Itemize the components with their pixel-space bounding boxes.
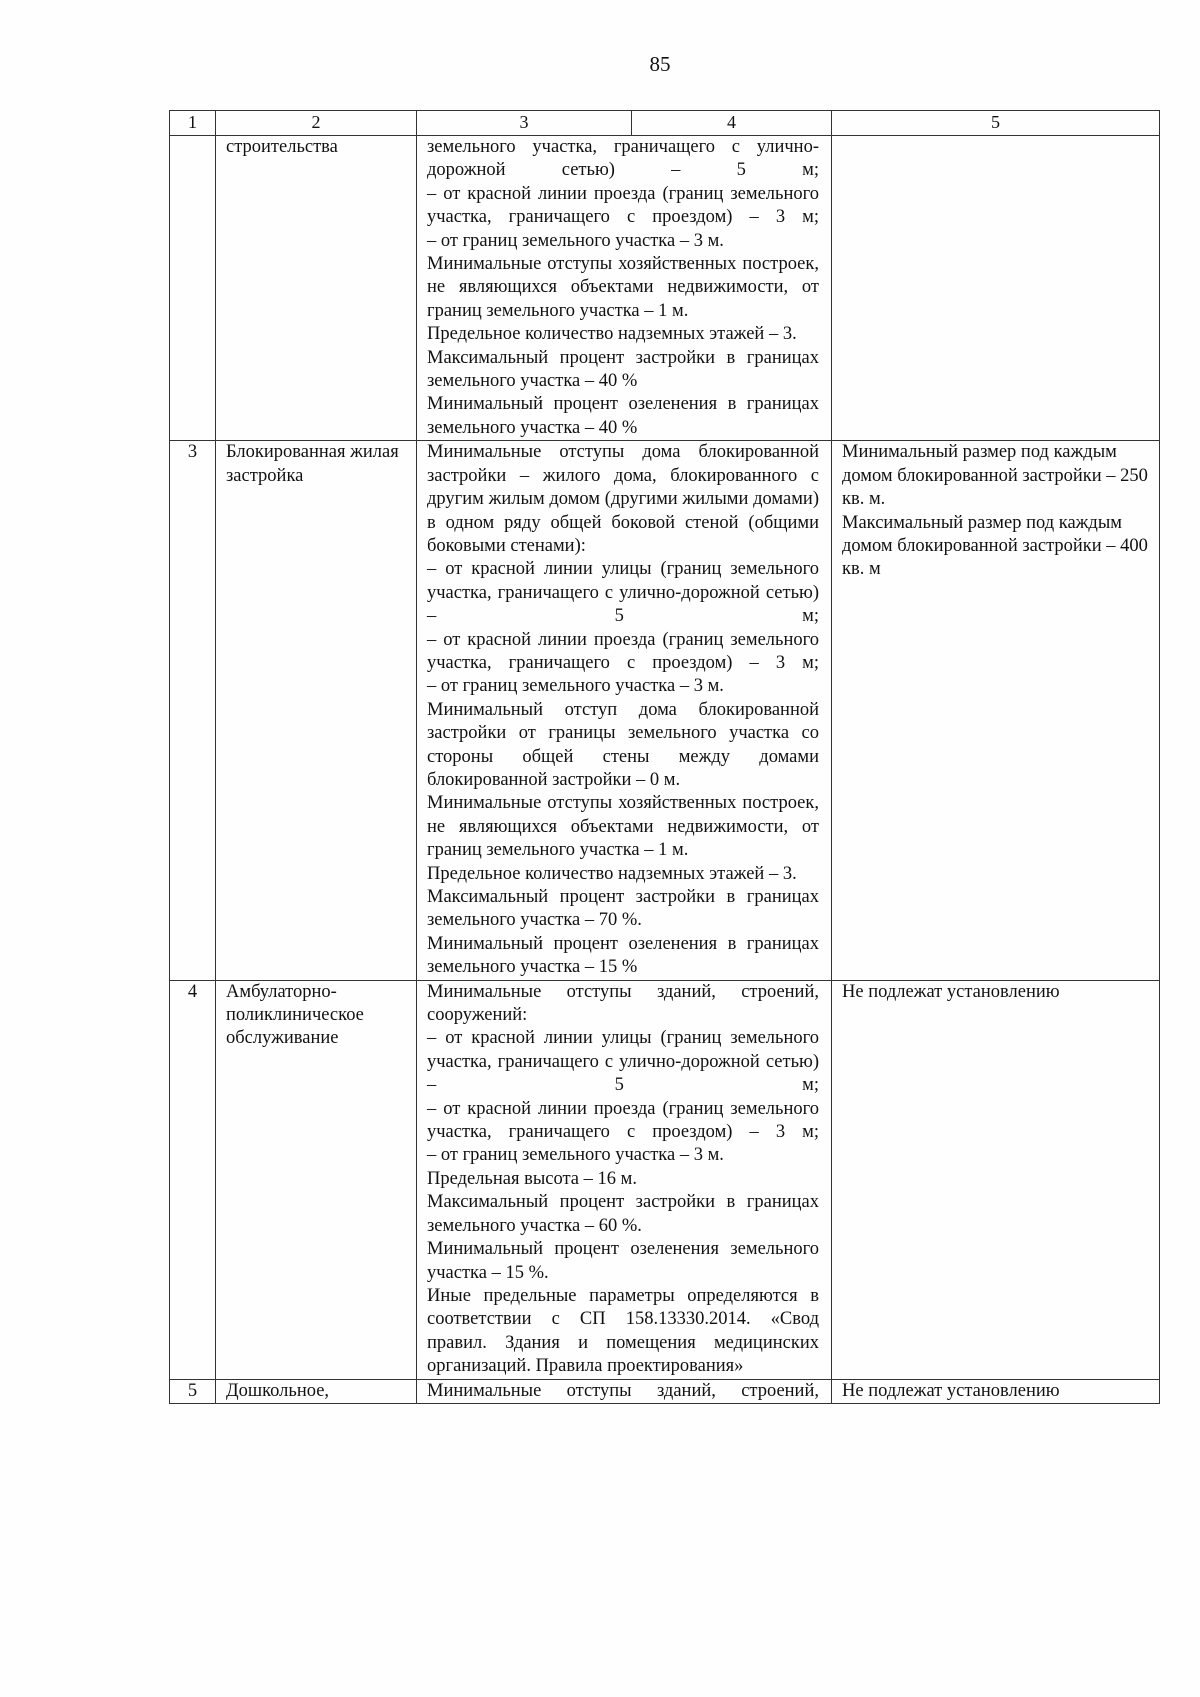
parameter-line: Минимальные отступы зданий, строений, сооружений:	[427, 981, 819, 1026]
table-row	[170, 980, 1160, 1379]
parameter-line: – от границ земельного участка – 3 м.	[427, 230, 724, 251]
parameters-cell	[417, 441, 832, 980]
parameter-line: – от красной линии улицы (границ земельного участка, граничащего с улично-дорожной сетью) – 5 м;	[427, 1028, 819, 1096]
parameter-line: – от красной линии проезда (границ земельного участка, граничащего с проездом) – 3 м;	[427, 1098, 819, 1143]
land-use-regulations-table	[169, 110, 1160, 1404]
lot-size-cell	[832, 136, 1160, 441]
parameter-line: Минимальные отступы хозяйственных построек, не являющихся объектами недвижимости, от границ земельного участка – 1 м.	[427, 254, 819, 321]
lot-size-cell	[832, 1379, 1160, 1403]
parameter-line: Минимальные отступы хозяйственных построек, не являющихся объектами недвижимости, от границ земельного участка – 1 м.	[427, 793, 819, 861]
parameter-line: – от красной линии проезда (границ земельного участка, граничащего с проездом) – 3 м;	[427, 183, 819, 228]
row-number: 4	[170, 980, 216, 1379]
parameter-line: Минимальный процент озеленения в границах земельного участка – 40 %	[427, 394, 819, 438]
column-number: 5	[832, 111, 1160, 136]
parameter-line: Минимальный процент озеленения в границах земельного участка – 15 %	[427, 933, 819, 978]
parameter-line: – от красной линии проезда (границ земельного участка, граничащего с проездом) – 3 м;	[427, 629, 819, 673]
column-number: 2	[216, 111, 417, 136]
table-row	[170, 441, 1160, 980]
parameter-line: Иные предельные параметры определяются в соответствии с СП 158.13330.2014. «Свод правил. Здания и помещения медицинских организаций. Правила проектирования»	[427, 1285, 819, 1377]
use-type-name: Амбулаторно-поликлиническое обслуживание	[216, 980, 417, 1379]
row-number: 5	[170, 1379, 216, 1403]
use-type-name: строительства	[216, 136, 417, 441]
parameters-cell	[417, 980, 832, 1379]
parameter-line: Предельное количество надземных этажей – 3.	[427, 863, 797, 884]
parameter-line: Максимальный процент застройки в границах земельного участка – 70 %.	[427, 887, 819, 931]
use-type-name: Дошкольное,	[216, 1379, 417, 1403]
parameter-line: Минимальный процент озеленения земельного участка – 15 %.	[427, 1239, 819, 1283]
page-number: 85	[649, 52, 671, 76]
parameter-line: Максимальный процент застройки в границах земельного участка – 40 %	[427, 347, 819, 392]
parameter-line: Минимальные отступы дома блокированной застройки – жилого дома, блокированного с другим жилым домом (другими жилыми домами) в одном ряду общей боковой стеной (общими боковыми стенами):	[427, 442, 819, 556]
column-number: 3	[417, 111, 632, 136]
parameter-line: Предельная высота – 16 м.	[427, 1168, 637, 1189]
lot-size-line: Не подлежат установлению	[842, 981, 1060, 1002]
parameter-line: земельного участка, граничащего с улично-дорожной сетью) – 5 м;	[427, 137, 819, 181]
column-number-row	[170, 111, 1160, 136]
parameters-cell	[417, 1379, 832, 1403]
parameter-line: Максимальный процент застройки в границах земельного участка – 60 %.	[427, 1192, 819, 1236]
parameter-line: Предельное количество надземных этажей – 3.	[427, 324, 797, 345]
parameter-line: – от границ земельного участка – 3 м.	[427, 1145, 724, 1166]
row-number	[170, 136, 216, 441]
parameters-cell	[417, 136, 832, 441]
lot-size-line: Максимальный размер под каждым домом блокированной застройки – 400 кв. м	[842, 512, 1148, 580]
parameter-line: – от красной линии улицы (границ земельного участка, граничащего с улично-дорожной сетью) – 5 м;	[427, 559, 819, 627]
row-number: 3	[170, 441, 216, 980]
table-row	[170, 136, 1160, 441]
column-number: 1	[170, 111, 216, 136]
parameter-line: – от границ земельного участка – 3 м.	[427, 676, 724, 697]
lot-size-cell	[832, 980, 1160, 1379]
lot-size-line: Минимальный размер под каждым домом блокированной застройки – 250 кв. м.	[842, 442, 1148, 510]
use-type-name: Блокированная жилая застройка	[216, 441, 417, 980]
lot-size-line: Не подлежат установлению	[842, 1380, 1060, 1401]
column-number: 4	[632, 111, 832, 136]
lot-size-cell	[832, 441, 1160, 980]
parameter-line: Минимальные отступы зданий, строений,	[427, 1380, 819, 1401]
parameter-line: Минимальный отступ дома блокированной застройки от границы земельного участка со стороны общей стены между домами блокированной застройки – 0 м.	[427, 699, 819, 790]
table-row	[170, 1379, 1160, 1403]
